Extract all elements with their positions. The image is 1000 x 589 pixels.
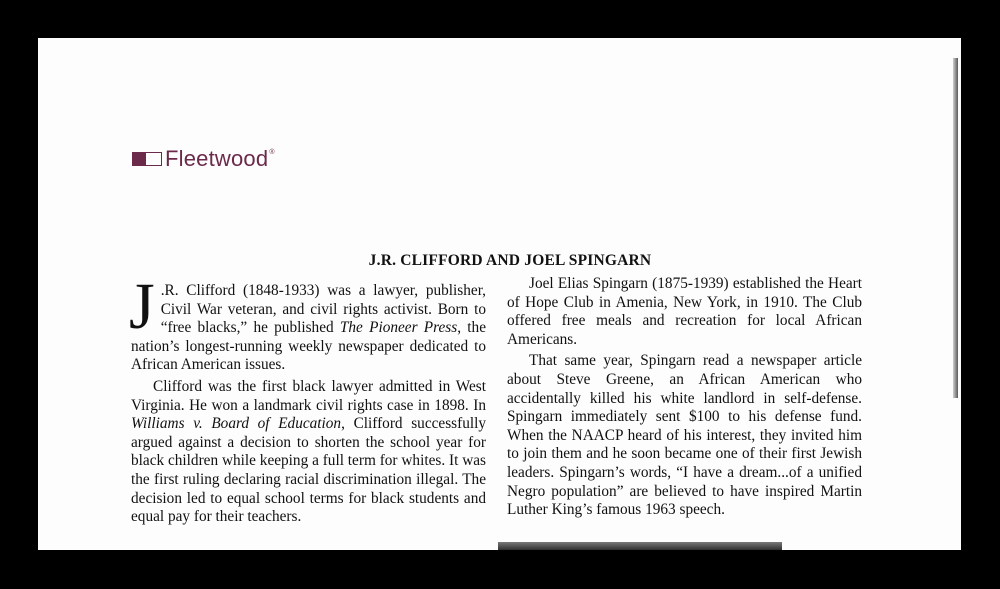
fleetwood-logo	[132, 146, 274, 172]
registered-mark: ®	[269, 149, 275, 156]
case-name: Williams v. Board of Education	[131, 415, 342, 433]
clifford-lawyer-paragraph: Clifford was the first black lawyer admitted in West Virginia. He won a landmark civil rights case in 1898. In Williams v. Board of Education, Clifford successfully argued against a decision to shorten the school year for black children while keeping a full term for whites. It was the first ruling declaring racial discrimination illegal. The decision led to equal school terms for black students and equal pay for their teachers.	[131, 377, 486, 526]
spingarn-intro-paragraph: Joel Elias Spingarn (1875-1939) established the Heart of Hope Club in Amenia, New York, in 1910. The Club offered free meals and recreation for local African Americans.	[507, 275, 862, 348]
logo-text: Fleetwood	[165, 146, 269, 171]
fleetwood-logo-icon	[132, 152, 162, 166]
article-title: J.R. CLIFFORD AND JOEL SPINGARN	[368, 252, 652, 269]
clifford-intro-paragraph: J .R. Clifford (1848-1933) was a lawyer, publisher, Civil War veteran, and civil rights activist. Born to “free blacks,” he published The Pioneer Press, the nation’s longest-running weekly newspaper dedicated to African American issues.	[129, 270, 486, 374]
right-column	[507, 275, 862, 523]
envelope-flap-edge	[953, 58, 958, 398]
newspaper-title: The Pioneer Press	[339, 319, 458, 337]
envelope-bottom-strip	[498, 542, 782, 550]
spingarn-naacp-paragraph: That same year, Spingarn read a newspaper article about Steve Greene, an African American who accidentally killed his white landlord in self-defense. Spingarn immediately sent $100 to his defense fund. When the NAACP heard of his interest, they invited him to join them and he soon became one of their first Jewish leaders. Spingarn’s words, “I have a dream...of a unified Negro population” are believed to have inspired Martin Luther King’s famous 1963 speech.	[507, 352, 862, 519]
left-column	[129, 270, 486, 530]
drop-cap: J	[129, 270, 155, 343]
